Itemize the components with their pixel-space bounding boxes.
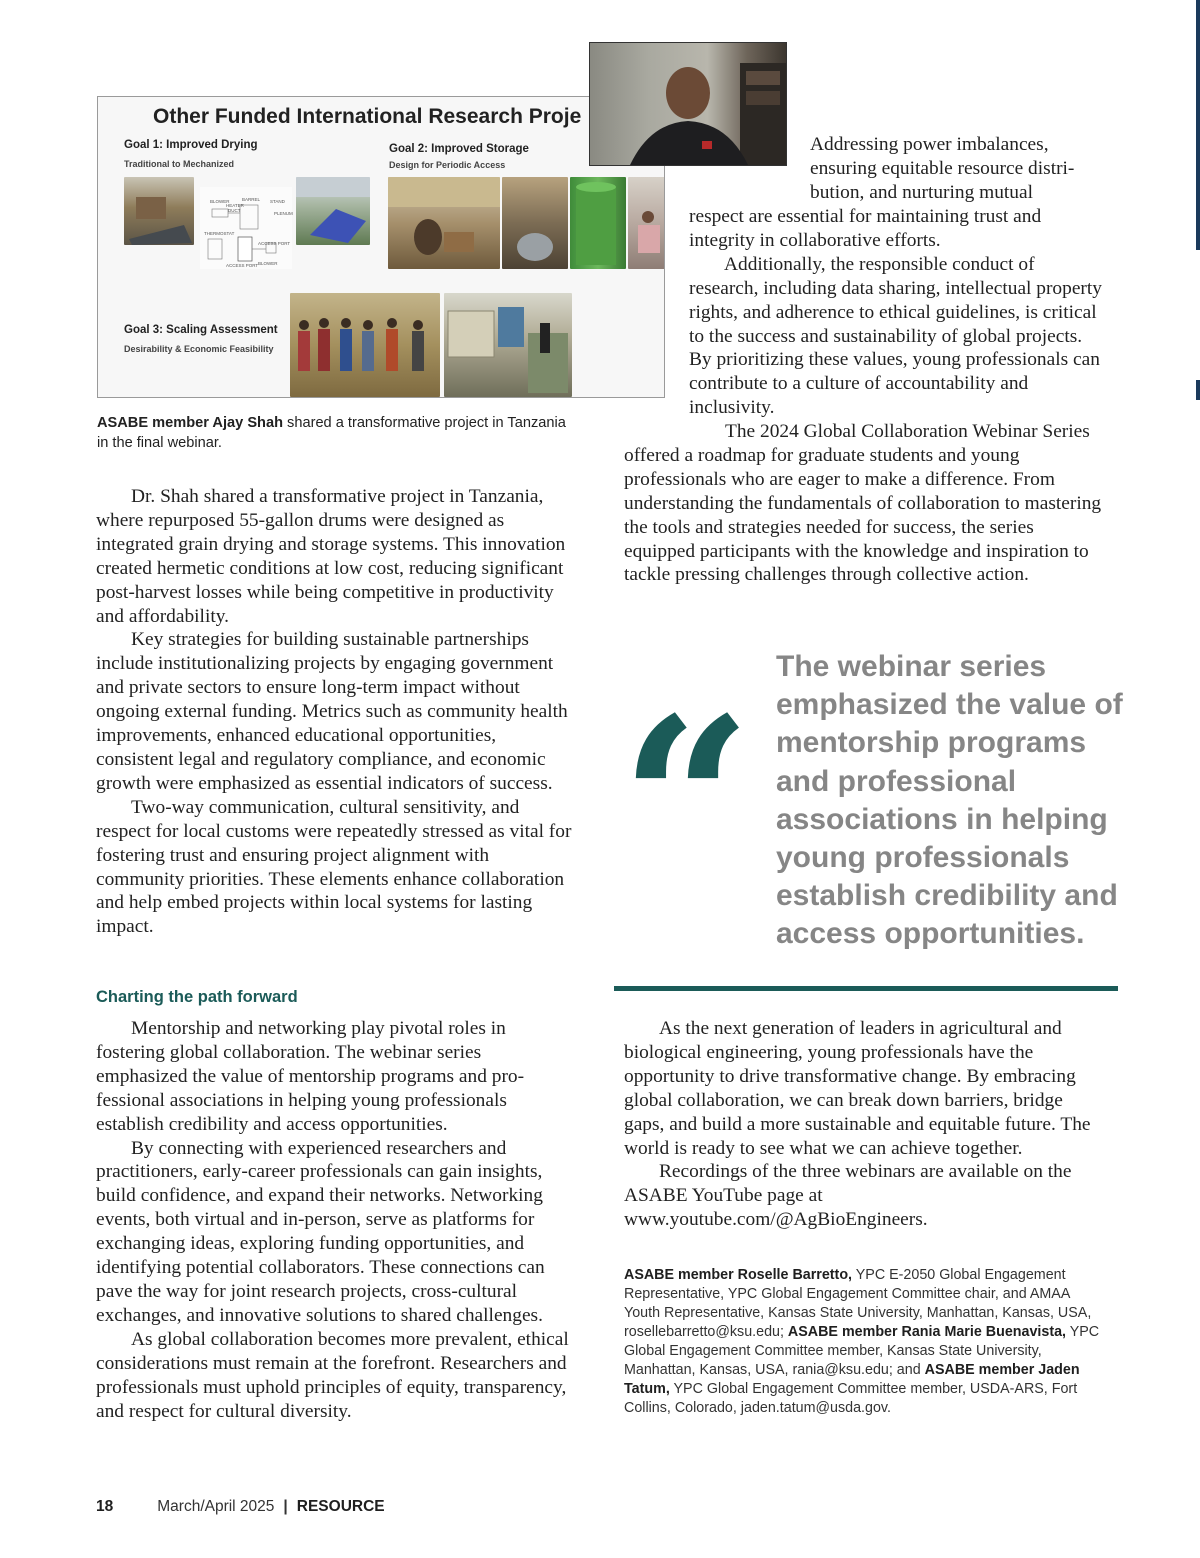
body-paragraph: Addressing power imbalances, ensuring equitable resource distribution, and nurturing mutual [810, 134, 1075, 203]
section-heading: Charting the path forward [96, 988, 298, 1006]
page-number: 18 [96, 1498, 114, 1515]
body-paragraph: Recordings of the three webinars are available on the ASABE YouTube page at www.youtube.com/@AgBioEngineers. [624, 1161, 1072, 1231]
body-paragraph: Additionally, the responsible conduct of research, including data sharing, intellectual property rights, and adherence to ethical guidelines, is critical to the success and sustainability of global projects. By prioritizing these values, young professionals can contribute to a culture of accountability and inclusivity. [689, 253, 1102, 419]
person-illustration [628, 177, 665, 269]
goal1-subtitle: Traditional to Mechanized [124, 159, 235, 169]
dryer-diagram [200, 187, 292, 269]
right-column-upper [689, 205, 1105, 420]
body-paragraph: respect are essential for maintaining trust and integrity in collaborative efforts. [689, 206, 1042, 251]
drying-photo-2 [296, 177, 370, 245]
figure-slide [97, 96, 665, 398]
body-paragraph: As global collaboration becomes more prevalent, ethical considerations must remain at the forefront. Researchers and professionals must uphold principles of equity, transparency, and respect for cultural diversity. [96, 1328, 569, 1422]
storage-photo-2 [502, 177, 568, 269]
author-bio [624, 1266, 1102, 1418]
diagram-label: STAND [270, 199, 285, 204]
presenter-illustration [590, 43, 786, 165]
diagram-label: ACCESS PORT [226, 263, 259, 268]
drying-photo-1 [124, 177, 194, 245]
body-paragraph: Key strategies for building sustainable partnerships include institutionalizing projects by engaging government and private sectors to ensure long-term impact without ongoing external funding. Metrics such as community health improvements, enhanced educational opportunities, consistent legal and regulatory compliance, and economic growth were emphasized as essential indicators of success. [96, 629, 568, 794]
magazine-name: RESOURCE [296, 1498, 385, 1515]
author-name: ASABE member Jaden Tatum, [624, 1362, 1080, 1397]
green-drum-illustration [570, 177, 626, 269]
goal2-title: Goal 2: Improved Storage [389, 143, 529, 155]
presenter-video-inset [589, 42, 787, 166]
diagram-label: BLOWER [210, 199, 230, 204]
storage-photo-4 [628, 177, 665, 269]
left-column-bottom [96, 1017, 576, 1423]
scaling-photo-1 [290, 293, 440, 397]
right-column-mid [624, 420, 1105, 587]
goal3-title: Goal 3: Scaling Assessment [124, 324, 278, 336]
edge-tab [1196, 380, 1200, 400]
author-name: ASABE member Roselle Barretto, [624, 1267, 853, 1283]
diagram-label: HEATER [226, 203, 244, 208]
issue-date: March/April 2025 [157, 1498, 275, 1515]
field-illustration [388, 177, 500, 269]
diagram-label: DUCT [228, 208, 241, 213]
goal3-subtitle: Desirability & Economic Feasibility [124, 344, 274, 354]
footer-separator: | [283, 1498, 288, 1515]
container-illustration [502, 177, 568, 269]
edge-tab [1196, 0, 1200, 250]
pull-quote: The webinar series emphasized the value of mentorship programs and professional associations in helping young professionals establish credibility and access opportunities. [776, 650, 1123, 951]
body-paragraph: The 2024 Global Collaboration Webinar Series offered a roadmap for graduate students and young professionals who are eager to make a difference. From understanding the fundamentals of collaboration to mastering the tools and strategies needed for success, the series equipped participants with the knowledge and inspiration to tackle pressing challenges through collective action. [624, 421, 1102, 586]
diagram-label: BARREL [242, 197, 261, 202]
slide-title: Other Funded International Research Proje [153, 105, 582, 128]
goal2-subtitle: Design for Periodic Access [389, 160, 506, 170]
storage-photo-1 [388, 177, 500, 269]
diagram-label: ACCESS PORT [258, 241, 291, 246]
right-column-wrap [810, 133, 1105, 205]
caption-text: shared a transformative project in Tanzania in the final webinar. [97, 415, 566, 451]
goal1-title: Goal 1: Improved Drying [124, 139, 258, 151]
quote-mark-icon: “ [620, 668, 753, 938]
body-paragraph: Dr. Shah shared a transformative project in Tanzania, where repurposed 55-gallon drums were designed as integrated grain drying and storage systems. This innovation created hermetic conditions at low cost, reducing significant post-harvest losses while being competitive in productivity and affordability. [96, 486, 566, 627]
group-illustration [290, 293, 440, 397]
body-paragraph: As the next generation of leaders in agricultural and biological engineering, young professionals have the opportunity to drive transformative change. By embracing global collaboration, we can break down barriers, bridge gaps, and build a more sustainable and equitable future. The world is ready to see what we can achieve together. [624, 1018, 1091, 1159]
caption-bold: ASABE member Ajay Shah [97, 415, 283, 431]
author-name: ASABE member Rania Marie Buenavista, [787, 1324, 1067, 1340]
body-paragraph: Two-way communication, cultural sensitivity, and respect for local customs were repeatedly stressed as vital for fostering trust and ensuring project alignment with community priorities. These elements enhance collaboration and help embed projects within local systems for lasting impact. [96, 796, 572, 938]
diagram-label: THERMOSTAT [204, 231, 235, 236]
diagram-label: BLOWER [258, 261, 278, 266]
diagram-label: PLENUM [274, 211, 293, 216]
page-footer [96, 1498, 385, 1516]
right-column-lower [624, 1017, 1105, 1232]
figure-caption [97, 413, 577, 453]
author-details: YPC E-2050 Global Engagement Representative, YPC Global Engagement Committee chair, and AMAA Youth Representative, Kansas State University, Manhattan, Kansas, USA, rosellebarretto@ksu.edu; [624, 1267, 1092, 1340]
left-column-top [96, 485, 576, 939]
blue-bags-illustration [296, 177, 370, 245]
author-details: YPC Global Engagement Committee member, USDA-ARS, Fort Collins, Colorado, jaden.tatum@usda.gov. [624, 1381, 1078, 1416]
shop-illustration [444, 293, 572, 397]
tarp-illustration [124, 177, 194, 245]
author-details: YPC Global Engagement Committee member, Kansas State University, Manhattan, Kansas, USA, rania@ksu.edu; and [624, 1324, 1100, 1378]
body-paragraph: By connecting with experienced researchers and practitioners, early-career professionals can gain insights, build confidence, and expand their networks. Networking events, both virtual and in-person, serve as platforms for exchanging ideas, exploring funding opportunities, and identifying potential collaborators. These connections can pave the way for joint research projects, cross-cultural exchanges, and innovative solutions to shared challenges. [96, 1137, 545, 1326]
storage-photo-3 [570, 177, 626, 269]
body-paragraph: Mentorship and networking play pivotal roles in fostering global collaboration. The webinar series emphasized the value of mentorship programs and professional associations in helping young professionals establish credibility and access opportunities. [96, 1018, 525, 1135]
pullquote-divider [614, 986, 1118, 991]
scaling-photo-2 [444, 293, 572, 397]
